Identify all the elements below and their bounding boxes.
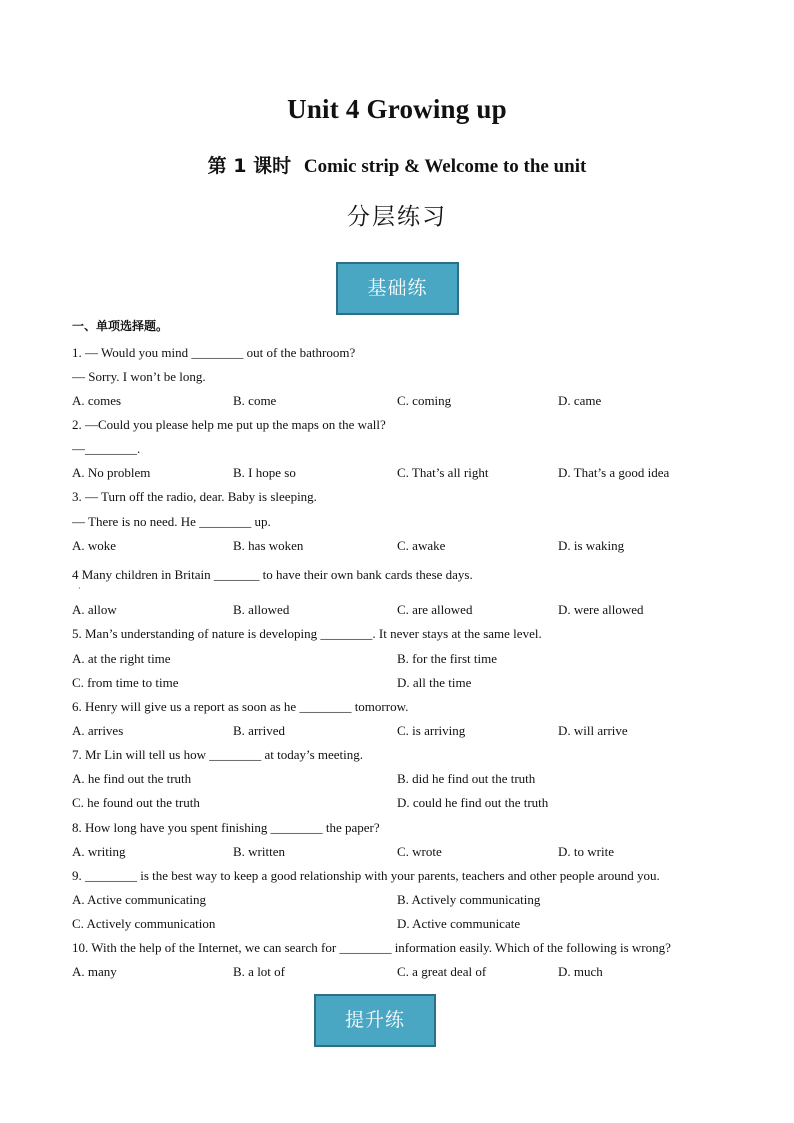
section-heading: 分层练习 (347, 204, 447, 230)
question-1-reply: — Sorry. I won’t be long. (72, 369, 206, 384)
q9-option-b: B. Actively communicating (397, 892, 541, 907)
q5-option-d: D. all the time (397, 675, 472, 690)
question-1-stem: 1. — Would you mind ________ out of the bathroom? (72, 345, 356, 360)
lesson-name: Comic strip & Welcome to the unit (303, 156, 587, 177)
question-4-stem: 4 Many children in Britain _______ to have their own bank cards these days. (72, 567, 473, 582)
q9-option-a: A. Active communicating (72, 892, 206, 907)
lesson-number: 第 1 课时 (207, 155, 292, 177)
q7-option-b: B. did he find out the truth (397, 771, 536, 786)
q7-option-d: D. could he find out the truth (397, 795, 549, 810)
q3-option-d: D. is waking (558, 538, 625, 553)
q3-option-b: B. has woken (233, 538, 304, 553)
q2-option-d: D. That’s a good idea (558, 465, 670, 480)
q4-option-c: C. are allowed (397, 602, 473, 617)
question-9-stem: 9. ________ is the best way to keep a good relationship with your parents, teachers and other people around you. (72, 868, 660, 883)
question-2-stem: 2. —Could you please help me put up the maps on the wall? (72, 417, 386, 432)
q1-option-c: C. coming (397, 393, 452, 408)
q4-option-b: B. allowed (233, 602, 290, 617)
q9-option-c: C. Actively communication (72, 916, 216, 931)
question-7-stem: 7. Mr Lin will tell us how ________ at today’s meeting. (72, 747, 364, 762)
q3-option-a: A. woke (72, 538, 117, 553)
stray-dot-mark: · (78, 584, 81, 593)
q6-option-c: C. is arriving (397, 723, 466, 738)
q6-option-b: B. arrived (233, 723, 285, 738)
q10-option-c: C. a great deal of (397, 964, 487, 979)
basic-practice-badge: 基础练 (336, 262, 459, 315)
question-6-stem: 6. Henry will give us a report as soon as he ________ tomorrow. (72, 699, 409, 714)
q6-option-a: A. arrives (72, 723, 124, 738)
page-title: Unit 4 Growing up (287, 94, 507, 124)
q6-option-d: D. will arrive (558, 723, 628, 738)
q5-option-a: A. at the right time (72, 651, 171, 666)
question-3-stem: 3. — Turn off the radio, dear. Baby is sleeping. (72, 489, 317, 504)
q4-option-d: D. were allowed (558, 602, 644, 617)
q7-option-a: A. he find out the truth (72, 771, 192, 786)
q10-option-a: A. many (72, 964, 117, 979)
q1-option-b: B. come (233, 393, 277, 408)
question-8-stem: 8. How long have you spent finishing ________ the paper? (72, 820, 380, 835)
advanced-practice-badge: 提升练 (314, 994, 436, 1047)
question-10-stem: 10. With the help of the Internet, we can search for ________ information easily. Which of the following is wrong? (72, 940, 671, 955)
q4-option-a: A. allow (72, 602, 117, 617)
part-one-label: 一、单项选择题。 (72, 319, 169, 333)
q8-option-c: C. wrote (397, 844, 442, 859)
q1-option-a: A. comes (72, 393, 122, 408)
question-2-reply: —________. (72, 441, 141, 456)
lesson-subtitle (0, 151, 794, 178)
q2-option-c: C. That’s all right (397, 465, 489, 480)
q5-option-c: C. from time to time (72, 675, 179, 690)
q7-option-c: C. he found out the truth (72, 795, 200, 810)
q5-option-b: B. for the first time (397, 651, 498, 666)
q3-option-c: C. awake (397, 538, 446, 553)
q10-option-b: B. a lot of (233, 964, 285, 979)
q9-option-d: D. Active communicate (397, 916, 521, 931)
q2-option-a: A. No problem (72, 465, 151, 480)
question-5-stem: 5. Man’s understanding of nature is developing ________. It never stays at the same level. (72, 626, 542, 641)
q2-option-b: B. I hope so (233, 465, 296, 480)
q8-option-a: A. writing (72, 844, 126, 859)
q8-option-b: B. written (233, 844, 285, 859)
question-3-reply: — There is no need. He ________ up. (72, 514, 271, 529)
q1-option-d: D. came (558, 393, 602, 408)
q8-option-d: D. to write (558, 844, 614, 859)
q10-option-d: D. much (558, 964, 603, 979)
